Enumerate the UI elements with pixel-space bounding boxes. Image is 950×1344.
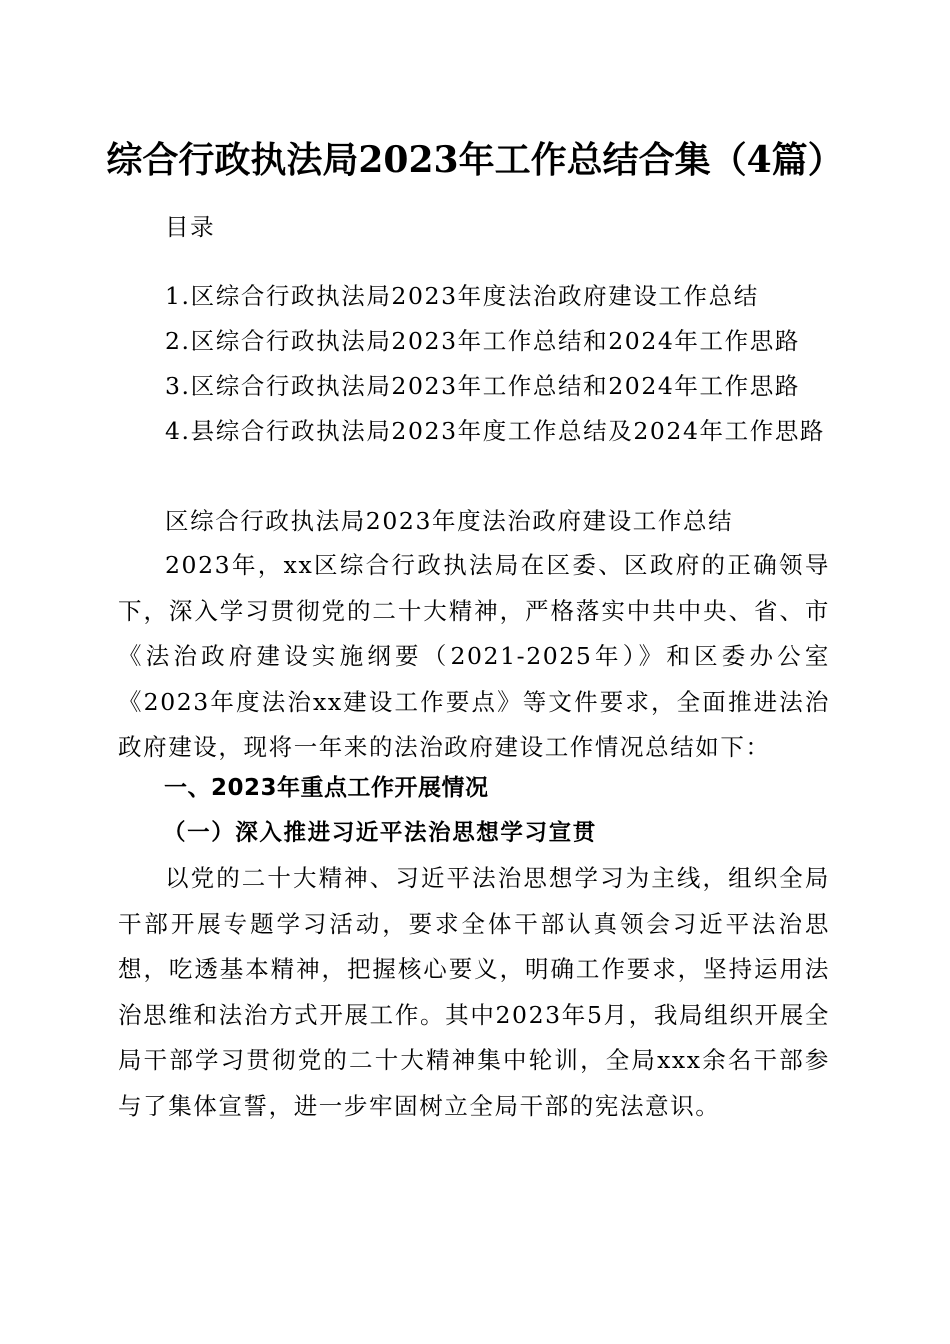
subsection-paragraph: 以党的二十大精神、习近平法治思想学习为主线，组织全局干部开展专题学习活动，要求全体干部认真领会习近平法治思想，吃透基本精神，把握核心要义，明确工作要求，坚持运用法治思维和法治方式开展工作。其中2023年5月，我局组织开展全局干部学习贯彻党的二十大精神集中轮训，全局xxx余名干部参与了集体宣誓，进一步牢固树立全局干部的宪法意识。 [118,864,830,1120]
toc-item-2: 2.区综合行政执法局2023年工作总结和2024年工作思路 [165,327,800,355]
toc-item-3: 3.区综合行政执法局2023年工作总结和2024年工作思路 [165,372,800,400]
section-heading: 一、2023年重点工作开展情况 [164,775,489,801]
document-title: 综合行政执法局2023年工作总结合集（4篇） [106,139,844,181]
article-title: 区综合行政执法局2023年度法治政府建设工作总结 [165,507,734,535]
toc-item-4: 4.县综合行政执法局2023年度工作总结及2024年工作思路 [165,417,826,445]
article-intro-paragraph: 2023年，xx区综合行政执法局在区委、区政府的正确领导下，深入学习贯彻党的二十大精神，严格落实中共中央、省、市《法治政府建设实施纲要（2021-2025年）》和区委办公室《2023年度法治xx建设工作要点》等文件要求，全面推进法治政府建设，现将一年来的法治政府建设工作情况总结如下： [118,551,830,761]
subsection-heading: （一）深入推进习近平法治思想学习宣贯 [163,820,597,846]
toc-item-1: 1.区综合行政执法局2023年度法治政府建设工作总结 [165,282,759,310]
toc-heading: 目录 [165,213,216,241]
